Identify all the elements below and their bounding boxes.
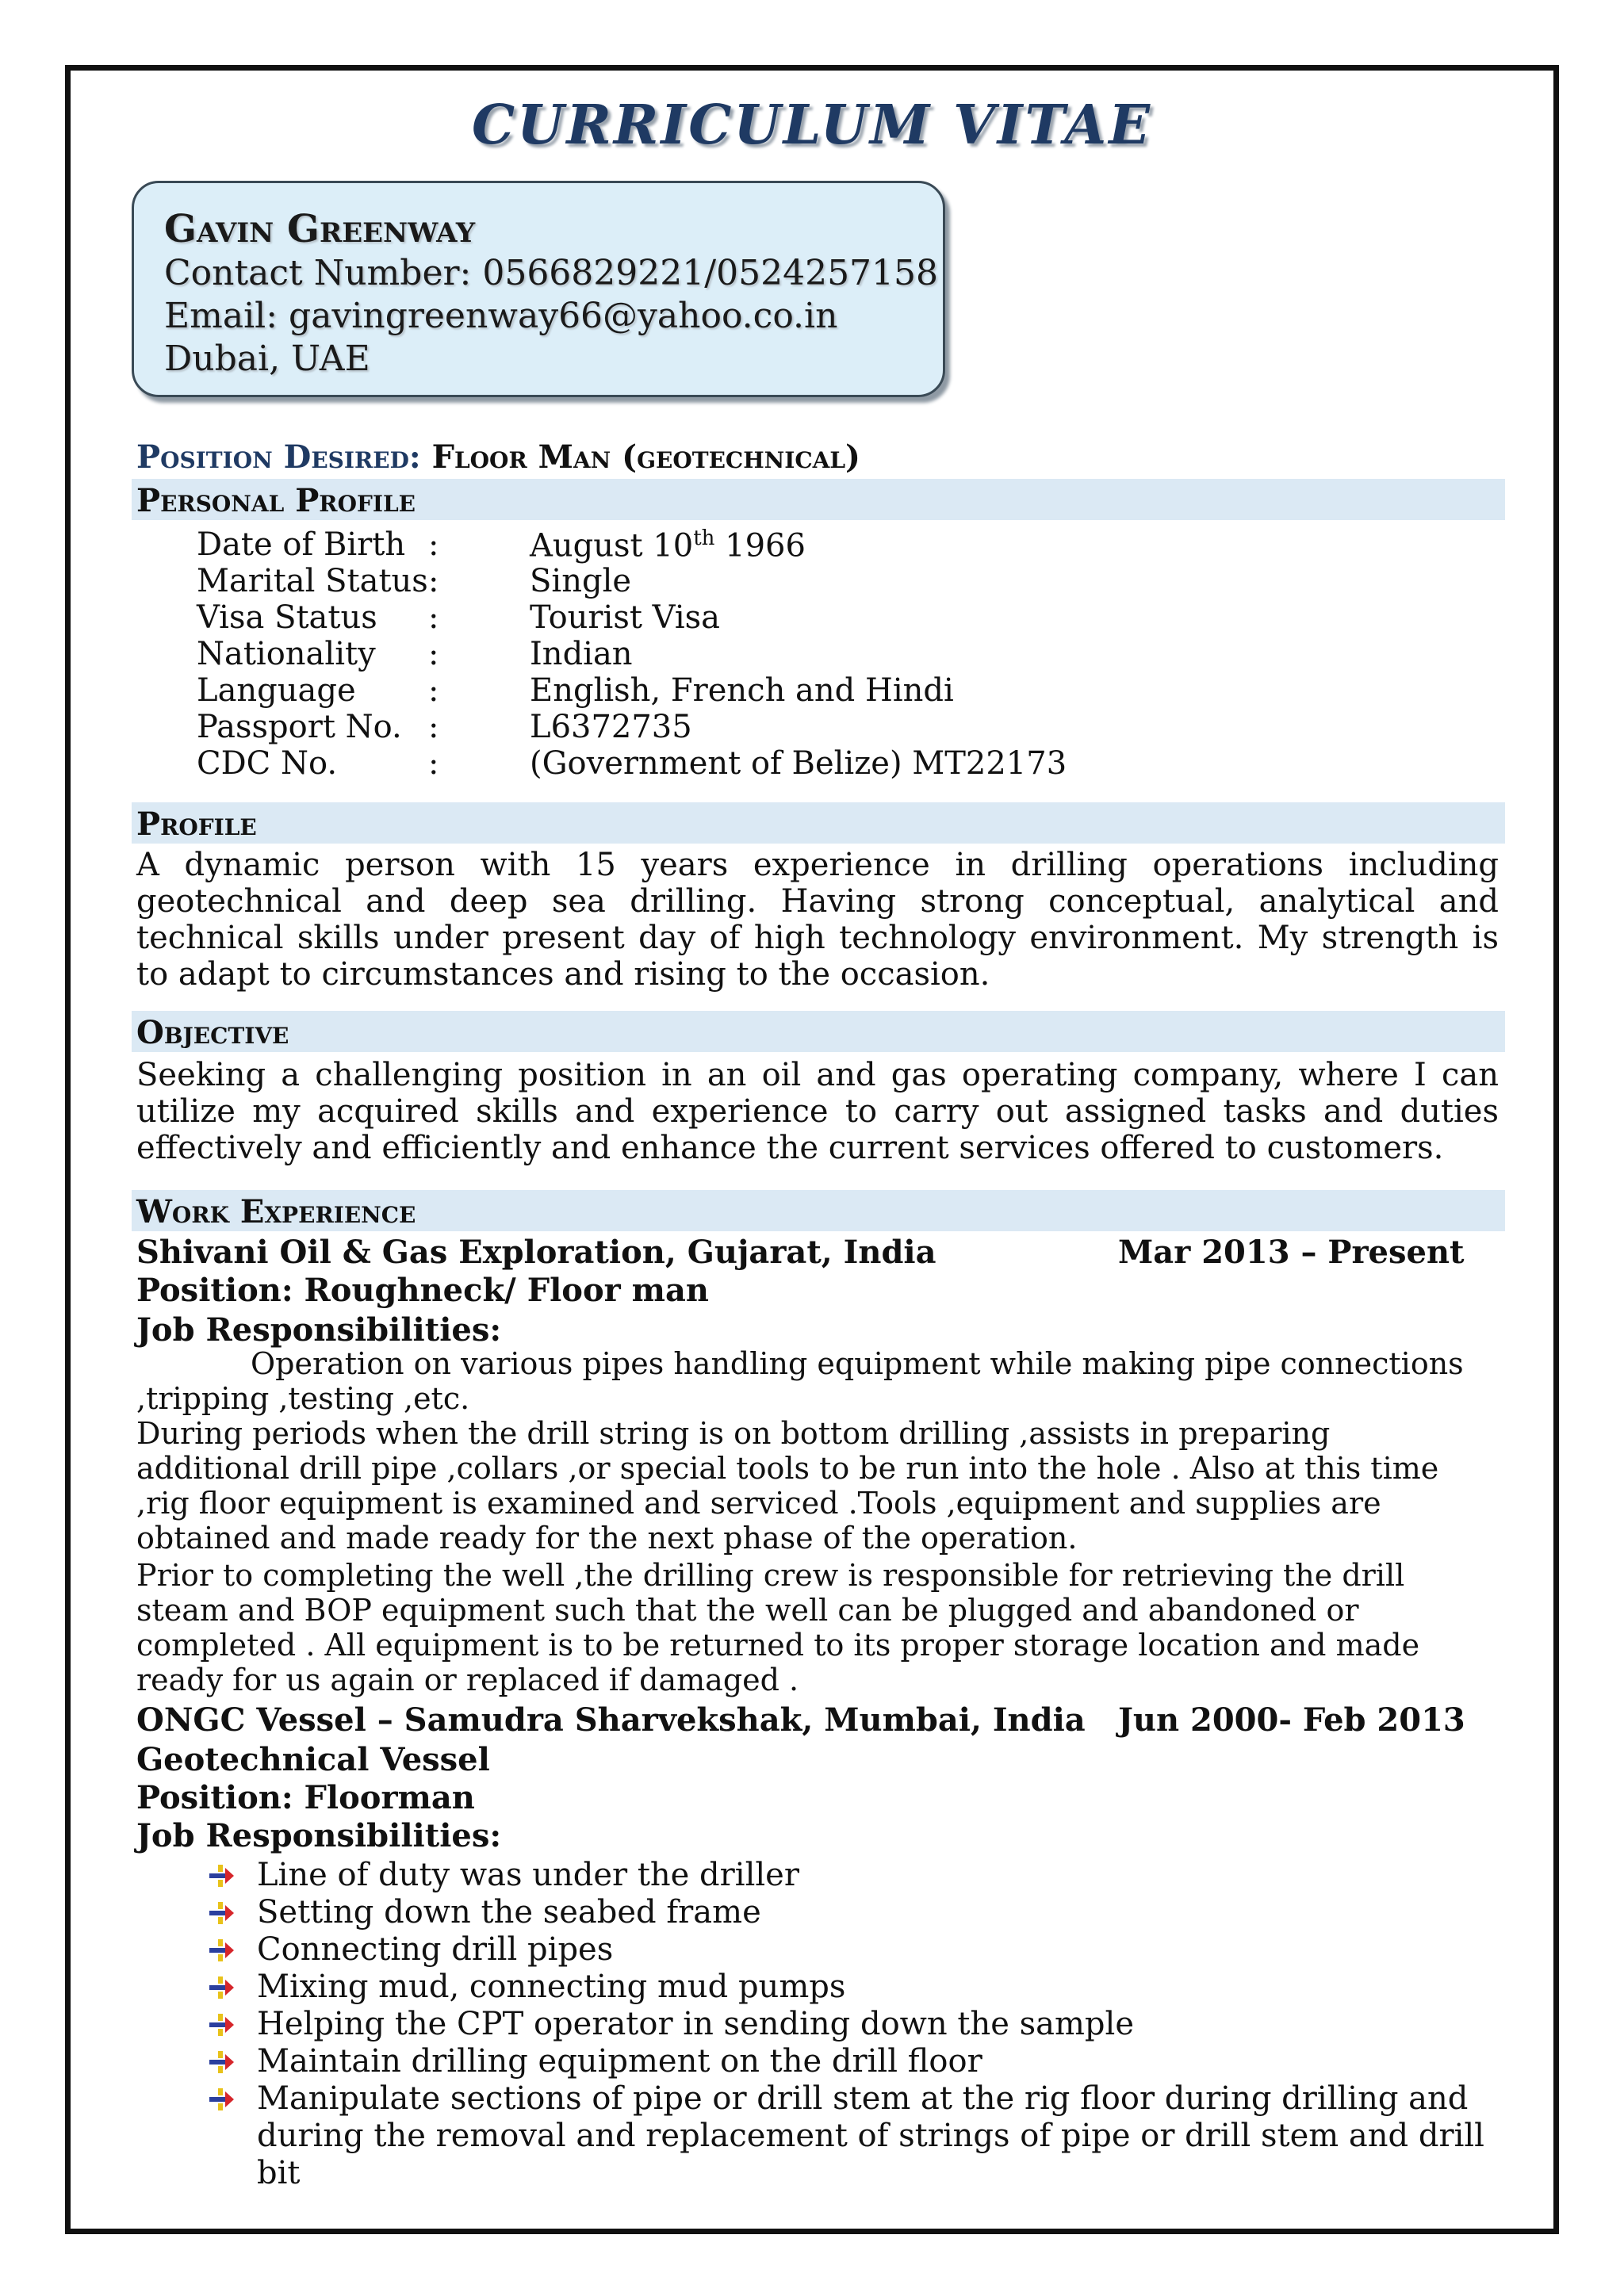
job1-position: Position: Roughneck/ Floor man bbox=[136, 1272, 709, 1309]
responsibility-item bbox=[208, 1894, 1508, 1931]
document-title: CURRICULUM VITAE bbox=[471, 94, 1153, 157]
position-label: Position Desired: bbox=[136, 438, 421, 476]
contact-location: Dubai, UAE bbox=[164, 339, 370, 379]
profile-row-value: Single bbox=[530, 563, 632, 599]
profile-row-separator: : bbox=[428, 636, 439, 672]
section-objective: Objective bbox=[132, 1011, 1505, 1052]
responsibility-text: Helping the CPT operator in sending down the sample bbox=[257, 2006, 1134, 2042]
profile-row-label: Nationality bbox=[197, 636, 376, 672]
responsibility-item bbox=[208, 2080, 1508, 2192]
profile-row-label: Visa Status bbox=[197, 599, 377, 636]
profile-row-label: Date of Birth bbox=[197, 526, 406, 563]
profile-row-separator: : bbox=[428, 672, 439, 709]
job1-company: Shivani Oil & Gas Exploration, Gujarat, India bbox=[136, 1234, 936, 1271]
job1-responsibilities-label: Job Responsibilities: bbox=[136, 1311, 502, 1349]
responsibility-text: Mixing mud, connecting mud pumps bbox=[257, 1969, 846, 2005]
profile-text: A dynamic person with 15 years experience in drilling operations including geotechnical and deep sea drilling. Having strong conceptual, analytical and technical skills under present day of high technology environment. My strength is to adapt to circumstances and rising to the occasion. bbox=[136, 847, 1499, 993]
job1-dates: Mar 2013 – Present bbox=[1118, 1234, 1465, 1271]
responsibility-item bbox=[208, 1969, 1508, 2006]
responsibility-text: Manipulate sections of pipe or drill stem at the rig floor during drilling and during the removal and replacement of strings of pipe or drill stem and drill bit bbox=[257, 2080, 1484, 2191]
profile-row-separator: : bbox=[428, 563, 439, 599]
arrow-bullet-icon bbox=[208, 1899, 235, 1926]
job2-position: Position: Floorman bbox=[136, 1779, 475, 1816]
job2-responsibilities-label: Job Responsibilities: bbox=[136, 1817, 502, 1854]
arrow-bullet-icon bbox=[208, 2048, 235, 2075]
objective-text: Seeking a challenging position in an oil and gas operating company, where I can utilize my acquired skills and experience to carry out assigned tasks and duties effectively and efficiently and enhance the current services offered to customers. bbox=[136, 1057, 1499, 1166]
section-work-experience: Work Experience bbox=[132, 1190, 1505, 1231]
responsibility-text: Maintain drilling equipment on the drill floor bbox=[257, 2043, 982, 2080]
profile-row-value: (Government of Belize) MT22173 bbox=[530, 745, 1067, 782]
profile-row-value: Tourist Visa bbox=[530, 599, 720, 636]
position-value: Floor Man (geotechnical) bbox=[431, 438, 860, 476]
job2-company: ONGC Vessel – Samudra Sharvekshak, Mumbai, India bbox=[136, 1701, 1086, 1739]
position-desired bbox=[136, 438, 860, 476]
job1-paragraph-2: During periods when the drill string is on bottom drilling ,assists in preparing additional drill pipe ,collars ,or special tools to be run into the hole . Also at this time ,rig floor equipment is examined and serviced .Tools ,equipment and supplies are obtained and made ready for the next phase of the operation. bbox=[136, 1416, 1439, 1556]
ordinal-suffix: th bbox=[693, 526, 715, 550]
profile-row-separator: : bbox=[428, 526, 439, 563]
job2-responsibilities-list bbox=[208, 1857, 1508, 2192]
arrow-bullet-icon bbox=[208, 1862, 235, 1888]
contact-card bbox=[132, 181, 945, 397]
arrow-bullet-icon bbox=[208, 2085, 235, 2112]
profile-row-value: Indian bbox=[530, 636, 633, 672]
responsibility-item bbox=[208, 1857, 1508, 1894]
job2-vessel: Geotechnical Vessel bbox=[136, 1741, 490, 1778]
arrow-bullet-icon bbox=[208, 1973, 235, 2000]
job2-dates: Jun 2000- Feb 2013 bbox=[1118, 1701, 1465, 1739]
responsibility-text: Line of duty was under the driller bbox=[257, 1857, 799, 1893]
responsibility-text: Connecting drill pipes bbox=[257, 1931, 614, 1968]
contact-phone: Contact Number: 0566829221/0524257158 bbox=[164, 253, 939, 293]
section-personal-profile: Personal Profile bbox=[132, 479, 1505, 520]
responsibility-item bbox=[208, 1931, 1508, 1969]
profile-row-separator: : bbox=[428, 709, 439, 745]
contact-email: Email: gavingreenway66@yahoo.co.in bbox=[164, 296, 838, 336]
profile-row-value: English, French and Hindi bbox=[530, 672, 954, 709]
profile-row-value: August 10th 1966 bbox=[530, 526, 806, 564]
arrow-bullet-icon bbox=[208, 2011, 235, 2038]
candidate-name: Gavin Greenway bbox=[164, 207, 476, 251]
responsibility-item bbox=[208, 2043, 1508, 2080]
arrow-bullet-icon bbox=[208, 1936, 235, 1963]
profile-row-value: L6372735 bbox=[530, 709, 692, 745]
profile-row-label: Language bbox=[197, 672, 356, 709]
profile-row-label: Marital Status bbox=[197, 563, 428, 599]
profile-row-label: CDC No. bbox=[197, 745, 338, 782]
section-profile: Profile bbox=[132, 802, 1505, 844]
profile-row-separator: : bbox=[428, 745, 439, 782]
profile-row-separator: : bbox=[428, 599, 439, 636]
responsibility-item bbox=[208, 2006, 1508, 2043]
job1-paragraph-1: Operation on various pipes handling equipment while making pipe connections ,tripping ,testing ,etc. bbox=[136, 1346, 1464, 1416]
profile-row-label: Passport No. bbox=[197, 709, 402, 745]
responsibility-text: Setting down the seabed frame bbox=[257, 1894, 761, 1931]
job1-paragraph-3: Prior to completing the well ,the drilling crew is responsible for retrieving the drill steam and BOP equipment such that the well can be plugged and abandoned or completed . All equipment is to be returned to its proper storage location and made ready for us again or replaced if damaged . bbox=[136, 1558, 1420, 1697]
